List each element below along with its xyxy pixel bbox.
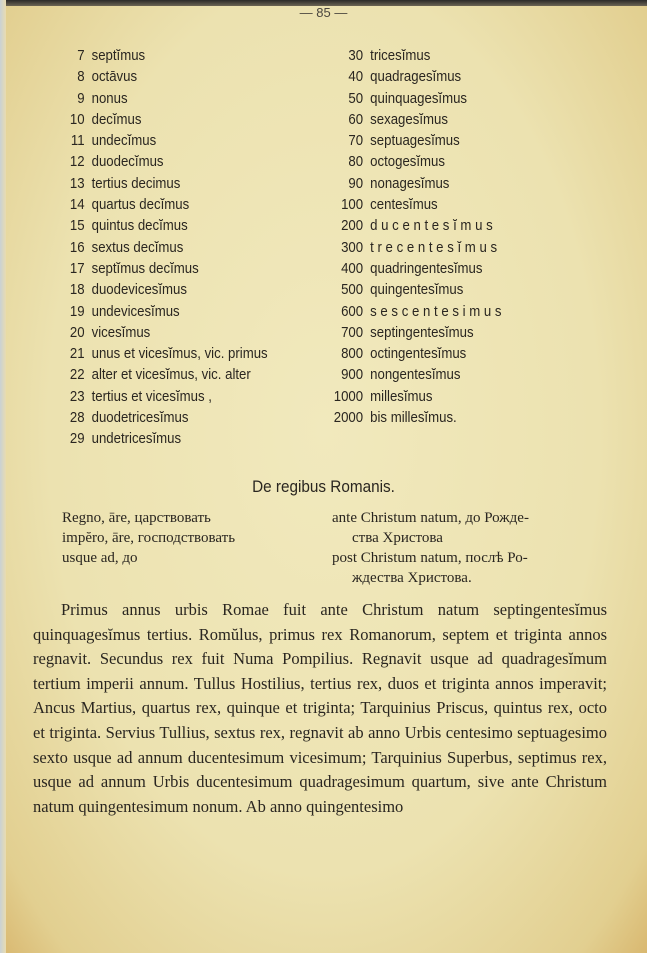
ordinal-word: tertius et vicesĭmus , — [91, 387, 212, 405]
ordinal-word: sextus decĭmus — [91, 238, 184, 256]
ordinal-row — [298, 151, 501, 172]
ordinal-number: 400 — [341, 259, 364, 277]
ordinal-row — [298, 109, 501, 130]
ordinal-row — [298, 66, 501, 87]
ordinal-row — [298, 45, 501, 66]
ordinal-number: 2000 — [333, 409, 364, 427]
ordinal-row — [30, 407, 268, 428]
ordinal-word: duodecĭmus — [91, 153, 164, 171]
ordinal-number: 80 — [348, 153, 364, 171]
ordinal-row — [30, 343, 268, 364]
ordinal-word: duodevicesĭmus — [91, 281, 187, 299]
ordinal-number: 1000 — [333, 387, 364, 405]
ordinal-row — [298, 173, 501, 194]
ordinal-number: 800 — [341, 345, 364, 363]
ordinal-row — [298, 88, 501, 109]
ordinal-word: undevicesĭmus — [91, 302, 180, 320]
ordinal-row — [30, 279, 268, 300]
ordinal-row — [30, 151, 268, 172]
body-paragraph: Primus annus urbis Romae fuit ante Christum natum septingentesĭmus quinquagesĭmus tertius. Romŭlus, primus rex Romanorum, septem et triginta annos regnavit. Secundus rex fuit Numa Pompilius. Regnavit usque ad quadragesĭmum tertium imperii annum. Tullus Hostilius, tertius rex, duos et triginta annos imperavit; Ancus Martius, quartus rex, quinque et triginta; Tarquinius Priscus, quintus rex, octo et triginta. Servius Tullius, sextus rex, regnavit ab anno Urbis centesimo septuagesimo sexto usque ad annum ducentesimum vicesimum; Tarquinius Superbus, septimus rex, usque ad annum Urbis ducentesimum quadragesimum quartum, sive ante Christum natum quingentesimum nonum. Ab anno quingentesimo — [33, 600, 607, 816]
vocab-entry: Regno, āre, царствовать — [62, 510, 211, 526]
ordinal-word: unus et vicesĭmus, vic. primus — [91, 345, 268, 363]
vocab-entry: ante Christum natum, до Рожде- — [332, 510, 529, 526]
ordinal-row — [298, 322, 501, 343]
ordinal-number: 300 — [341, 238, 364, 256]
ordinal-word: quadragesĭmus — [370, 68, 462, 86]
ordinal-word: octingentesĭmus — [370, 345, 467, 363]
ordinal-row — [298, 237, 501, 258]
vocab-entry: post Christum natum, послѣ Ро- — [332, 550, 528, 566]
ordinal-row — [30, 130, 268, 151]
ordinal-row — [30, 364, 268, 385]
ordinal-row — [298, 194, 501, 215]
ordinal-number: 7 — [77, 47, 85, 64]
ordinal-row — [30, 386, 268, 407]
ordinal-word: tertius decimus — [91, 174, 181, 192]
ordinal-number: 70 — [348, 132, 364, 150]
ordinal-row — [30, 109, 268, 130]
ordinal-number: 29 — [69, 430, 85, 448]
ordinal-number: 600 — [341, 302, 364, 320]
ordinal-word: quartus decĭmus — [91, 196, 190, 214]
ordinal-number: 18 — [69, 281, 85, 299]
ordinal-number: 60 — [348, 110, 364, 128]
ordinal-row — [30, 322, 268, 343]
ordinal-number: 12 — [69, 153, 85, 171]
ordinal-row — [30, 88, 268, 109]
ordinal-row — [30, 66, 268, 87]
ordinal-row — [298, 301, 501, 322]
ordinal-word: millesĭmus — [370, 387, 433, 405]
ordinal-word: nonus — [91, 89, 128, 107]
ordinal-word: t r e c e n t e s ĭ m u s — [370, 238, 498, 256]
ordinal-word: duodetricesĭmus — [91, 409, 189, 427]
ordinal-word: quadringentesĭmus — [370, 259, 483, 277]
ordinal-number: 15 — [69, 217, 85, 235]
ordinal-word: sexagesĭmus — [370, 110, 448, 128]
ordinal-word: quintus decĭmus — [91, 217, 188, 235]
ordinal-row — [298, 258, 501, 279]
ordinal-row — [30, 258, 268, 279]
ordinal-row — [30, 215, 268, 236]
ordinal-word: decĭmus — [91, 110, 142, 128]
ordinal-number: 8 — [77, 68, 85, 86]
ordinal-word: quingentesĭmus — [370, 281, 464, 299]
ordinal-row — [298, 364, 501, 385]
ordinal-number: 900 — [341, 366, 364, 384]
ordinal-word: alter et vicesĭmus, vic. alter — [91, 366, 251, 384]
ordinal-word: undetricesĭmus — [91, 430, 182, 448]
ordinal-word: d u c e n t e s ĭ m u s — [370, 217, 493, 235]
section-heading: De regibus Romanis. — [252, 477, 395, 496]
page-left-edge — [0, 0, 6, 953]
ordinal-number: 14 — [69, 196, 85, 214]
ordinal-word: tricesĭmus — [370, 47, 431, 64]
vocab-entry: impĕro, āre, господствовать — [62, 530, 236, 546]
ordinal-word: octāvus — [91, 68, 138, 86]
ordinals-left-column — [30, 45, 300, 450]
ordinal-word: undecĭmus — [91, 132, 157, 150]
ordinal-word: septuagesĭmus — [370, 132, 460, 150]
vocab-entry: usque ad, до — [62, 550, 138, 566]
ordinal-word: vicesĭmus — [91, 323, 151, 341]
ordinal-row — [30, 173, 268, 194]
ordinal-number: 700 — [341, 323, 364, 341]
ordinal-row — [30, 237, 268, 258]
ordinal-word: nongentesĭmus — [370, 366, 461, 384]
ordinal-number: 13 — [69, 174, 85, 192]
ordinal-word: septingentesĭmus — [370, 323, 474, 341]
vocabulary-left — [62, 508, 235, 568]
ordinal-number: 17 — [69, 259, 85, 277]
ordinal-row — [30, 194, 268, 215]
vocab-entry-cont: ства Христова — [352, 530, 443, 546]
page-number: — 85 — — [299, 5, 348, 20]
ordinal-word: s e s c e n t e s i m u s — [370, 302, 502, 320]
vocab-entry-cont: ждества Христова. — [352, 570, 472, 586]
ordinal-row — [298, 279, 501, 300]
ordinal-row — [30, 301, 268, 322]
ordinal-word: septĭmus — [91, 47, 146, 64]
ordinal-word: quinquagesĭmus — [370, 89, 468, 107]
ordinal-number: 200 — [341, 217, 364, 235]
ordinal-word: octogesĭmus — [370, 153, 446, 171]
ordinal-number: 11 — [70, 132, 85, 150]
ordinal-number: 16 — [69, 238, 85, 256]
ordinal-number: 22 — [69, 366, 85, 384]
ordinal-row — [298, 130, 501, 151]
ordinal-word: centesĭmus — [370, 196, 438, 214]
ordinal-number: 10 — [69, 110, 85, 128]
ordinal-row — [298, 407, 501, 428]
ordinals-right-column — [298, 45, 529, 428]
vocabulary-right — [332, 508, 529, 588]
ordinal-number: 28 — [69, 409, 85, 427]
ordinal-number: 30 — [348, 47, 364, 64]
ordinal-row — [298, 386, 501, 407]
ordinal-number: 9 — [77, 89, 85, 107]
ordinal-number: 23 — [69, 387, 85, 405]
ordinal-number: 90 — [348, 174, 364, 192]
ordinal-number: 21 — [69, 345, 85, 363]
ordinal-number: 40 — [348, 68, 364, 86]
ordinal-number: 100 — [341, 196, 364, 214]
ordinal-row — [30, 45, 268, 66]
ordinal-word: nonagesĭmus — [370, 174, 450, 192]
ordinal-number: 50 — [348, 89, 364, 107]
ordinal-number: 20 — [69, 323, 85, 341]
ordinal-word: septĭmus decĭmus — [91, 259, 199, 277]
ordinal-number: 500 — [341, 281, 364, 299]
ordinal-row — [298, 343, 501, 364]
ordinal-word: bis millesĭmus. — [370, 409, 457, 427]
ordinal-number: 19 — [69, 302, 85, 320]
ordinal-row — [30, 428, 268, 449]
ordinal-row — [298, 215, 501, 236]
